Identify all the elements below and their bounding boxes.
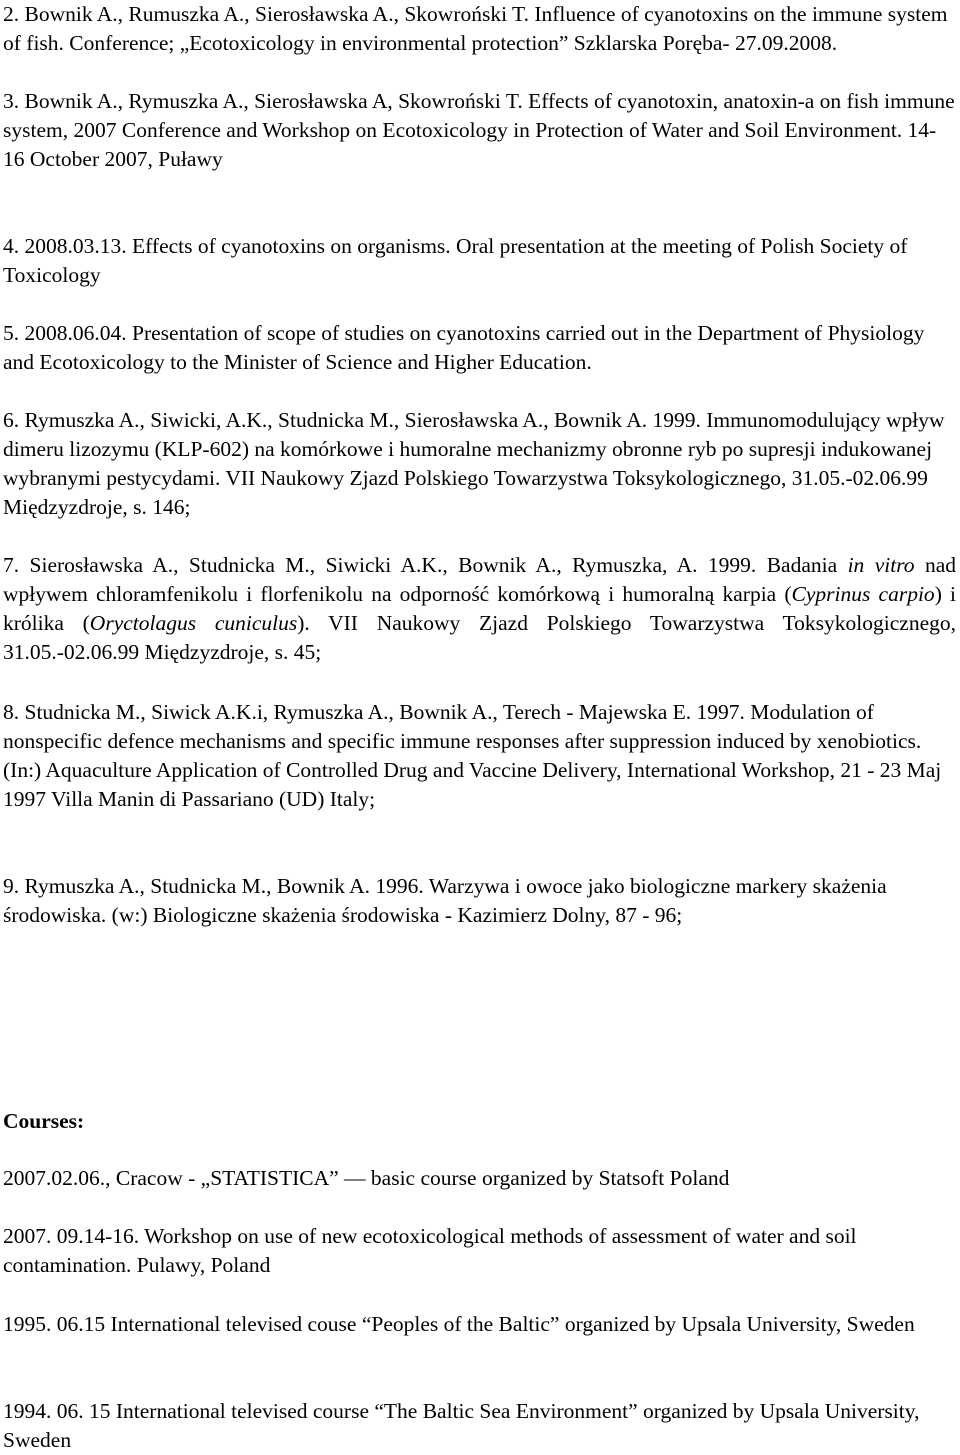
publication-7-text-1: 7. Sierosławska A., Studnicka M., Siwicki A.K., Bownik A., Rymuszka, A. 1999. Badania xyxy=(3,553,848,577)
publication-7-italic-cyprinus: Cyprinus carpio xyxy=(791,582,935,606)
publication-5: 5. 2008.06.04. Presentation of scope of studies on cyanotoxins carried out in the Department of Physiology and Ecotoxicology to the Minister of Science and Higher Education. xyxy=(3,321,925,374)
course-item-3: 1995. 06.15 International televised couse “Peoples of the Baltic” organized by Upsala University, Sweden xyxy=(3,1312,915,1336)
publication-7-text-3: ) i królika ( xyxy=(3,582,956,635)
publication-3: 3. Bownik A., Rymuszka A., Sierosławska A, Skowroński T. Effects of cyanotoxin, anatoxin-a on fish immune system, 2007 Conference and Workshop on Ecotoxicology in Protection of Water and Soil Environment. 14-16 October 2007, Puławy xyxy=(3,89,955,171)
course-item-1: 2007.02.06., Cracow - „STATISTICA” — basic course organized by Statsoft Poland xyxy=(3,1166,730,1190)
publication-7 xyxy=(3,551,956,667)
publication-7-italic-in-vitro: in vitro xyxy=(847,553,915,577)
publication-8: 8. Studnicka M., Siwick A.K.i, Rymuszka A., Bownik A., Terech - Majewska E. 1997. Modulation of nonspecific defence mechanisms and specific immune responses after suppression induced by xenobiotics. (In:) Aquaculture Application of Controlled Drug and Vaccine Delivery, International Workshop, 21 - 23 Maj 1997 Villa Manin di Passariano (UD) Italy; xyxy=(3,700,942,811)
publication-7-italic-oryctolagus: Oryctolagus cuniculus xyxy=(89,611,298,635)
publication-2: 2. Bownik A., Rumuszka A., Sierosławska A., Skowroński T. Influence of cyanotoxins on the immune system of fish. Conference; „Ecotoxicology in environmental protection” Szklarska Poręba- 27.09.2008. xyxy=(3,2,948,55)
courses-heading: Courses: xyxy=(3,1109,85,1133)
course-item-4: 1994. 06. 15 International televised course “The Baltic Sea Environment” organized by Upsala University, Sweden xyxy=(3,1399,920,1452)
publication-4: 4. 2008.03.13. Effects of cyanotoxins on organisms. Oral presentation at the meeting of Polish Society of Toxicology xyxy=(3,234,908,287)
publication-7-text-4: ). VII Naukowy Zjazd Polskiego Towarzystwa Toksykologicznego, 31.05.-02.06.99 Międzyzdroje, s. 45; xyxy=(3,611,956,664)
publication-9: 9. Rymuszka A., Studnicka M., Bownik A. 1996. Warzywa i owoce jako biologiczne markery skażenia środowiska. (w:) Biologiczne skażenia środowiska - Kazimierz Dolny, 87 - 96; xyxy=(3,874,887,927)
course-item-2: 2007. 09.14-16. Workshop on use of new ecotoxicological methods of assessment of water and soil contamination. Pulawy, Poland xyxy=(3,1224,857,1277)
publication-7-text-2: nad wpływem chloramfenikolu i florfenikolu na odporność komórkową i humoralną karpia ( xyxy=(3,553,956,606)
publication-6: 6. Rymuszka A., Siwicki, A.K., Studnicka M., Sierosławska A., Bownik A. 1999. Immunomodulujący wpływ dimeru lizozymu (KLP-602) na komórkowe i humoralne mechanizmy obronne ryb po supresji indukowanej wybranymi pestycydami. VII Naukowy Zjazd Polskiego Towarzystwa Toksykologicznego, 31.05.-02.06.99 Międzyzdroje, s. 146; xyxy=(3,408,945,519)
